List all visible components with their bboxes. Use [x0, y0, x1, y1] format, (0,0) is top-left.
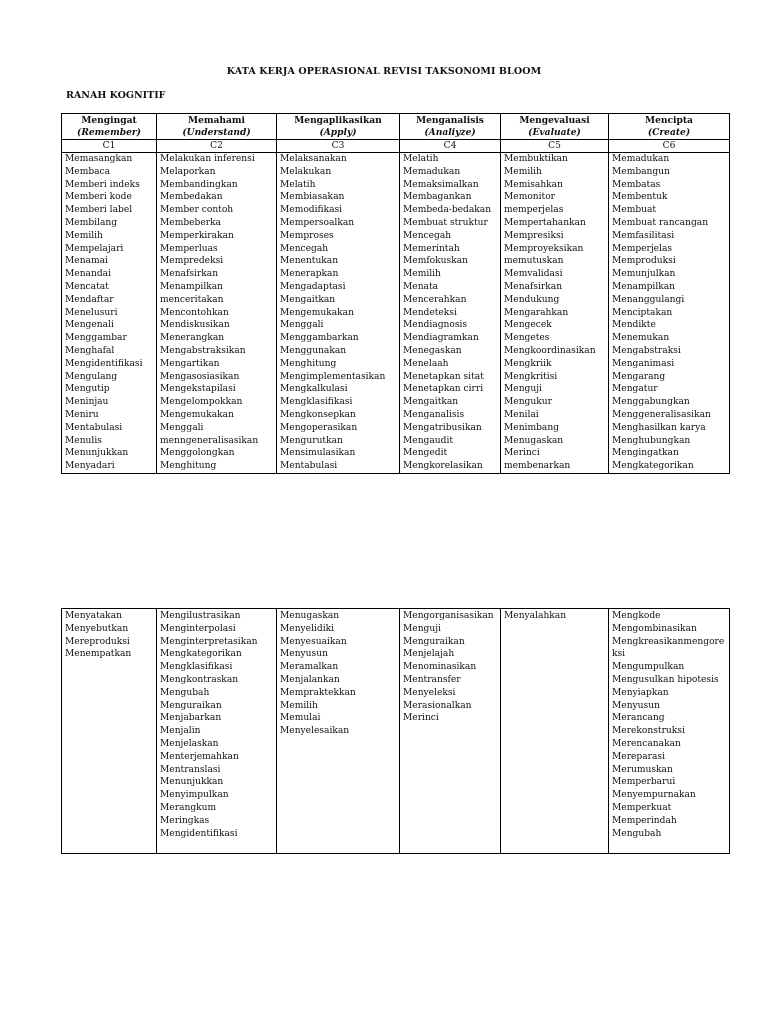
- verb-item: Membatas: [612, 179, 661, 190]
- verb-item: menceritakan: [160, 294, 224, 305]
- header-en: (Remember): [77, 127, 141, 138]
- verb-item: Menjelajah: [403, 649, 455, 660]
- verb-item: Mengkorelasikan: [403, 461, 483, 472]
- verb-item: Menghitung: [160, 461, 217, 472]
- verb-item: Mencontohkan: [160, 307, 229, 318]
- verb-item: Memodifikasi: [280, 205, 343, 216]
- code-c2: C2: [157, 140, 277, 153]
- header-name: Mengingat: [81, 115, 137, 126]
- verb-item: Menunjukkan: [65, 448, 129, 459]
- code-c6: C6: [609, 140, 730, 153]
- verb-item: Menyeleksi: [403, 687, 456, 698]
- header-mengaplikasikan: [277, 114, 400, 140]
- verb-item: Menghasilkan karya: [612, 422, 706, 433]
- verb-item: Menetapkan cirri: [403, 384, 484, 395]
- verb-item: Menyempurnakan: [612, 790, 696, 801]
- verb-item: Menciptakan: [612, 307, 673, 318]
- verb-item: Menelusuri: [65, 307, 118, 318]
- verbs-row: [62, 609, 730, 854]
- verb-item: Membeda-bedakan: [403, 205, 492, 216]
- verb-item: Menyesuaikan: [280, 636, 347, 647]
- verb-item: Mencegah: [280, 243, 329, 254]
- verb-item: Mengenali: [65, 320, 114, 331]
- verb-item: Mempraktekkan: [280, 687, 356, 698]
- verb-item: Menginterpolasi: [160, 623, 236, 634]
- verb-item: Menyebutkan: [65, 623, 129, 634]
- verb-item: Memasangkan: [65, 154, 133, 164]
- document-title: KATA KERJA OPERASIONAL REVISI TAKSONOMI BLOOM: [226, 66, 542, 77]
- verb-item: Mengatur: [612, 384, 658, 395]
- header-name: Mengaplikasikan: [294, 115, 382, 126]
- verb-item: Mengasosiasikan: [160, 371, 240, 382]
- header-en: (Understand): [182, 127, 251, 138]
- verbs-c5: [501, 153, 609, 474]
- verb-item: Melatih: [403, 154, 439, 164]
- header-mengevaluasi: [501, 114, 609, 140]
- verb-item: menngeneralisasikan: [160, 435, 259, 446]
- verb-item: Mengekstapilasi: [160, 384, 236, 395]
- verb-item: Mengklasifikasi: [280, 397, 353, 408]
- verb-item: Mendiagnosis: [403, 320, 468, 331]
- verb-item: Mengaitkan: [403, 397, 459, 408]
- verb-item: Memfasilitasi: [612, 230, 675, 241]
- verb-item: Menjabarkan: [160, 713, 222, 724]
- verb-item: Menggeneralisasikan: [612, 409, 711, 420]
- verb-item: Menyimpulkan: [160, 790, 229, 801]
- verb-item: Membilang: [65, 217, 118, 228]
- header-row: [62, 114, 730, 140]
- verb-item: Menugaskan: [280, 611, 340, 621]
- verb-item: Mengombinasikan: [612, 623, 697, 634]
- verb-item: Mengkode: [612, 611, 661, 621]
- verb-item: Merinci: [403, 713, 439, 724]
- verb-item: Mendiagramkan: [403, 333, 479, 344]
- verb-item: Mengkriik: [504, 358, 552, 369]
- verb-item: Melaporkan: [160, 166, 216, 177]
- verb-item: memutuskan: [504, 256, 564, 267]
- verb-item: Menilai: [504, 409, 539, 420]
- header-mengingat: [62, 114, 157, 140]
- verb-item: Meninjau: [65, 397, 109, 408]
- verb-item: Menjalin: [160, 726, 201, 737]
- verb-item: Memperbarui: [612, 777, 676, 788]
- verb-item: Memperindah: [612, 815, 677, 826]
- section-title: RANAH KOGNITIF: [66, 90, 166, 101]
- header-en: (Create): [647, 127, 691, 138]
- verb-item: Menanggulangi: [612, 294, 685, 305]
- verb-item: Memberi kode: [65, 192, 132, 203]
- verb-item: Menata: [403, 281, 439, 292]
- verbs-c5: [501, 609, 609, 854]
- code-c1: C1: [62, 140, 157, 153]
- verb-item: Memilih: [504, 166, 542, 177]
- verb-item: Mengartikan: [160, 358, 220, 369]
- verb-item: Mengklasifikasi: [160, 662, 233, 673]
- verb-item: Memproyeksikan: [504, 243, 584, 254]
- verb-item: Merancang: [612, 713, 665, 724]
- verb-item: Meringkas: [160, 815, 210, 826]
- verb-item: Membentuk: [612, 192, 668, 203]
- verb-item: Menafsirkan: [504, 281, 563, 292]
- verb-item: Meramalkan: [280, 662, 339, 673]
- verb-item: Mengimplementasikan: [280, 371, 386, 382]
- header-name: Menganalisis: [416, 115, 484, 126]
- verb-item: Menampilkan: [612, 281, 676, 292]
- verb-item: Mempertahankan: [504, 217, 586, 228]
- verbs-c6: [609, 153, 730, 474]
- verb-item: Menggambarkan: [280, 333, 359, 344]
- code-c4: C4: [400, 140, 501, 153]
- verb-item: Menyiapkan: [612, 687, 669, 698]
- verb-item: Menegaskan: [403, 345, 462, 356]
- verb-item: Menghubungkan: [612, 435, 691, 446]
- header-mencipta: [609, 114, 730, 140]
- verb-item: Mengidentifikasi: [65, 358, 143, 369]
- verb-item: Mencegah: [403, 230, 452, 241]
- verb-item: Menyelesaikan: [280, 726, 350, 737]
- verb-item: Membagankan: [403, 192, 472, 203]
- verb-item: Melakukan inferensi: [160, 154, 255, 164]
- verb-item: Memonitor: [504, 192, 556, 203]
- verb-item: Mengorganisasikan: [403, 611, 494, 621]
- verb-item: Membeberka: [160, 217, 222, 228]
- verb-item: Mempelajari: [65, 243, 124, 254]
- verb-item: Membiasakan: [280, 192, 345, 203]
- verb-item: Menggabungkan: [612, 397, 690, 408]
- header-menganalisis: [400, 114, 501, 140]
- header-en: (Analiyze): [424, 127, 476, 138]
- verb-item: Mengadaptasi: [280, 281, 346, 292]
- verb-item: Merasionalkan: [403, 700, 472, 711]
- verb-item: Menjelaskan: [160, 738, 219, 749]
- verb-item: Mengemukakan: [160, 409, 234, 420]
- verb-item: Menentukan: [280, 256, 339, 267]
- verbs-c2: [157, 609, 277, 854]
- verb-item: Menyalahkan: [504, 611, 567, 621]
- verb-item: Mentransfer: [403, 674, 461, 685]
- bloom-table-1: [61, 113, 730, 474]
- verb-item: Menjalankan: [280, 674, 340, 685]
- verb-item: Menganalisis: [403, 409, 465, 420]
- verb-item: Mengkoordinasikan: [504, 345, 596, 356]
- verb-item: Mengkreasikanmengoreksi: [612, 636, 725, 660]
- verb-item: Menyadari: [65, 461, 115, 472]
- verb-item: Membandingkan: [160, 179, 238, 190]
- header-memahami: [157, 114, 277, 140]
- verb-item: Menggali: [280, 320, 324, 331]
- verb-item: Menguraikan: [403, 636, 465, 647]
- verb-item: Mencatat: [65, 281, 109, 292]
- verb-item: Mengarang: [612, 371, 666, 382]
- code-c5: C5: [501, 140, 609, 153]
- verb-item: Mengukur: [504, 397, 552, 408]
- verb-item: Mendeteksi: [403, 307, 457, 318]
- verb-item: Menguraikan: [160, 700, 222, 711]
- verb-item: Mengkategorikan: [612, 461, 694, 472]
- verb-item: Menyelidiki: [280, 623, 335, 634]
- verb-item: Menampilkan: [160, 281, 224, 292]
- verb-item: Mengilustrasikan: [160, 611, 241, 621]
- verb-item: Melatih: [280, 179, 316, 190]
- verbs-row: [62, 153, 730, 474]
- verb-item: Mengetes: [504, 333, 550, 344]
- verb-item: Mengurutkan: [280, 435, 343, 446]
- verb-item: Mendikte: [612, 320, 656, 331]
- verb-item: Mengoperasikan: [280, 422, 358, 433]
- verb-item: Menggunakan: [280, 345, 347, 356]
- verb-item: Mengedit: [403, 448, 448, 459]
- verb-item: Memberi label: [65, 205, 133, 216]
- verbs-c4: [400, 609, 501, 854]
- verb-item: Merencanakan: [612, 738, 681, 749]
- verb-item: Memperjelas: [612, 243, 673, 254]
- verb-item: Mengabstraksi: [612, 345, 681, 356]
- verb-item: Memproses: [280, 230, 334, 241]
- bloom-table-2: [61, 608, 730, 854]
- verb-item: Menimbang: [504, 422, 560, 433]
- verb-item: Menetapkan sitat: [403, 371, 484, 382]
- verb-item: Memilih: [403, 269, 441, 280]
- verb-item: Menyusun: [280, 649, 328, 660]
- verbs-c4: [400, 153, 501, 474]
- verb-item: Menggolongkan: [160, 448, 235, 459]
- verb-item: Menafsirkan: [160, 269, 219, 280]
- verb-item: Memvalidasi: [504, 269, 563, 280]
- verbs-c1: [62, 153, 157, 474]
- verb-item: Mengingatkan: [612, 448, 679, 459]
- header-en: (Apply): [319, 127, 357, 138]
- verb-item: Menugaskan: [504, 435, 564, 446]
- verb-item: Mensimulasikan: [280, 448, 356, 459]
- header-en: (Evaluate): [528, 127, 581, 138]
- header-name: Mengevaluasi: [519, 115, 590, 126]
- verb-item: Memilih: [65, 230, 103, 241]
- verb-item: Mengkategorikan: [160, 649, 242, 660]
- verb-item: Membaca: [65, 166, 111, 177]
- verb-item: Mereproduksi: [65, 636, 130, 647]
- verb-item: Menghitung: [280, 358, 337, 369]
- verb-item: Merumuskan: [612, 764, 673, 775]
- verb-item: Mendaftar: [65, 294, 114, 305]
- verb-item: Memilih: [280, 700, 318, 711]
- verb-item: Mempredeksi: [160, 256, 224, 267]
- verb-item: Mendukung: [504, 294, 560, 305]
- verb-item: Menterjemahkan: [160, 751, 239, 762]
- verb-item: Menguji: [504, 384, 542, 395]
- verb-item: Memunjulkan: [612, 269, 676, 280]
- verb-item: Membuat: [612, 205, 657, 216]
- verb-item: Memerintah: [403, 243, 460, 254]
- verb-item: Meniru: [65, 409, 99, 420]
- verb-item: Mengaudit: [403, 435, 454, 446]
- verbs-c1: [62, 609, 157, 854]
- header-name: Mencipta: [645, 115, 693, 126]
- verb-item: Memperkirakan: [160, 230, 234, 241]
- verb-item: Memperluas: [160, 243, 218, 254]
- verb-item: Memperkuat: [612, 802, 672, 813]
- verb-item: Member contoh: [160, 205, 234, 216]
- verbs-c2: [157, 153, 277, 474]
- verb-item: Menghafal: [65, 345, 115, 356]
- verb-item: Mereparasi: [612, 751, 666, 762]
- verb-item: memperjelas: [504, 205, 564, 216]
- verb-item: Memberi indeks: [65, 179, 140, 190]
- verbs-c3: [277, 153, 400, 474]
- verb-item: Menyatakan: [65, 611, 122, 621]
- verb-item: Menempatkan: [65, 649, 132, 660]
- verb-item: Mengidentifikasi: [160, 828, 238, 839]
- verb-item: Mengemukakan: [280, 307, 354, 318]
- verb-item: Mengkontraskan: [160, 674, 239, 685]
- verb-item: Mengusulkan hipotesis: [612, 674, 719, 685]
- verb-item: Merinci: [504, 448, 540, 459]
- verb-item: Mempresiksi: [504, 230, 564, 241]
- verb-item: Menemukan: [612, 333, 670, 344]
- verb-item: Menguji: [403, 623, 441, 634]
- verb-item: Menerapkan: [280, 269, 339, 280]
- verb-item: Mengarahkan: [504, 307, 569, 318]
- verb-item: Menulis: [65, 435, 102, 446]
- verb-item: Mengkritisi: [504, 371, 558, 382]
- verb-item: Menerangkan: [160, 333, 225, 344]
- verb-item: Merangkum: [160, 802, 217, 813]
- verb-item: Membuat struktur: [403, 217, 488, 228]
- verb-item: Melakukan: [280, 166, 332, 177]
- code-c3: C3: [277, 140, 400, 153]
- verb-item: Memproduksi: [612, 256, 676, 267]
- verb-item: Menelaah: [403, 358, 449, 369]
- verb-item: Membuat rancangan: [612, 217, 709, 228]
- verb-item: Mencerahkan: [403, 294, 467, 305]
- verb-item: Mengulang: [65, 371, 118, 382]
- verb-item: Mengkonsepkan: [280, 409, 356, 420]
- verb-item: Mentabulasi: [65, 422, 123, 433]
- verb-item: Menganimasi: [612, 358, 675, 369]
- verb-item: Memfokuskan: [403, 256, 468, 267]
- verb-item: Mengumpulkan: [612, 662, 685, 673]
- code-row: [62, 140, 730, 153]
- verb-item: Mengubah: [612, 828, 662, 839]
- verb-item: Mentranslasi: [160, 764, 221, 775]
- verb-item: Memadukan: [612, 154, 670, 164]
- header-name: Memahami: [188, 115, 245, 126]
- verb-item: Memisahkan: [504, 179, 563, 190]
- verb-item: Mengutip: [65, 384, 110, 395]
- verb-item: Menominasikan: [403, 662, 477, 673]
- verb-item: Membuktikan: [504, 154, 568, 164]
- verb-item: Mengaitkan: [280, 294, 336, 305]
- verb-item: Memulai: [280, 713, 321, 724]
- verb-item: Menamai: [65, 256, 108, 267]
- verb-item: Menandai: [65, 269, 111, 280]
- verb-item: Menggali: [160, 422, 204, 433]
- verb-item: Mengecek: [504, 320, 552, 331]
- verb-item: membenarkan: [504, 461, 571, 472]
- verb-item: Mendiskusikan: [160, 320, 230, 331]
- verb-item: Merekonstruksi: [612, 726, 685, 737]
- verb-item: Membangun: [612, 166, 670, 177]
- verb-item: Menyusun: [612, 700, 660, 711]
- verb-item: Mengubah: [160, 687, 210, 698]
- verb-item: Mengelompokkan: [160, 397, 243, 408]
- verb-item: Melaksanakan: [280, 154, 347, 164]
- verb-item: Mengkalkulasi: [280, 384, 348, 395]
- verb-item: Memadukan: [403, 166, 461, 177]
- verb-item: Mengatribusikan: [403, 422, 482, 433]
- verbs-c6: [609, 609, 730, 854]
- verb-item: Mempersoalkan: [280, 217, 355, 228]
- verb-item: Memaksimalkan: [403, 179, 479, 190]
- verbs-c3: [277, 609, 400, 854]
- verb-item: Membedakan: [160, 192, 223, 203]
- verb-item: Menggambar: [65, 333, 127, 344]
- verb-item: Mentabulasi: [280, 461, 338, 472]
- verb-item: Menunjukkan: [160, 777, 224, 788]
- verb-item: Mengabstraksikan: [160, 345, 246, 356]
- verb-item: Menginterpretasikan: [160, 636, 258, 647]
